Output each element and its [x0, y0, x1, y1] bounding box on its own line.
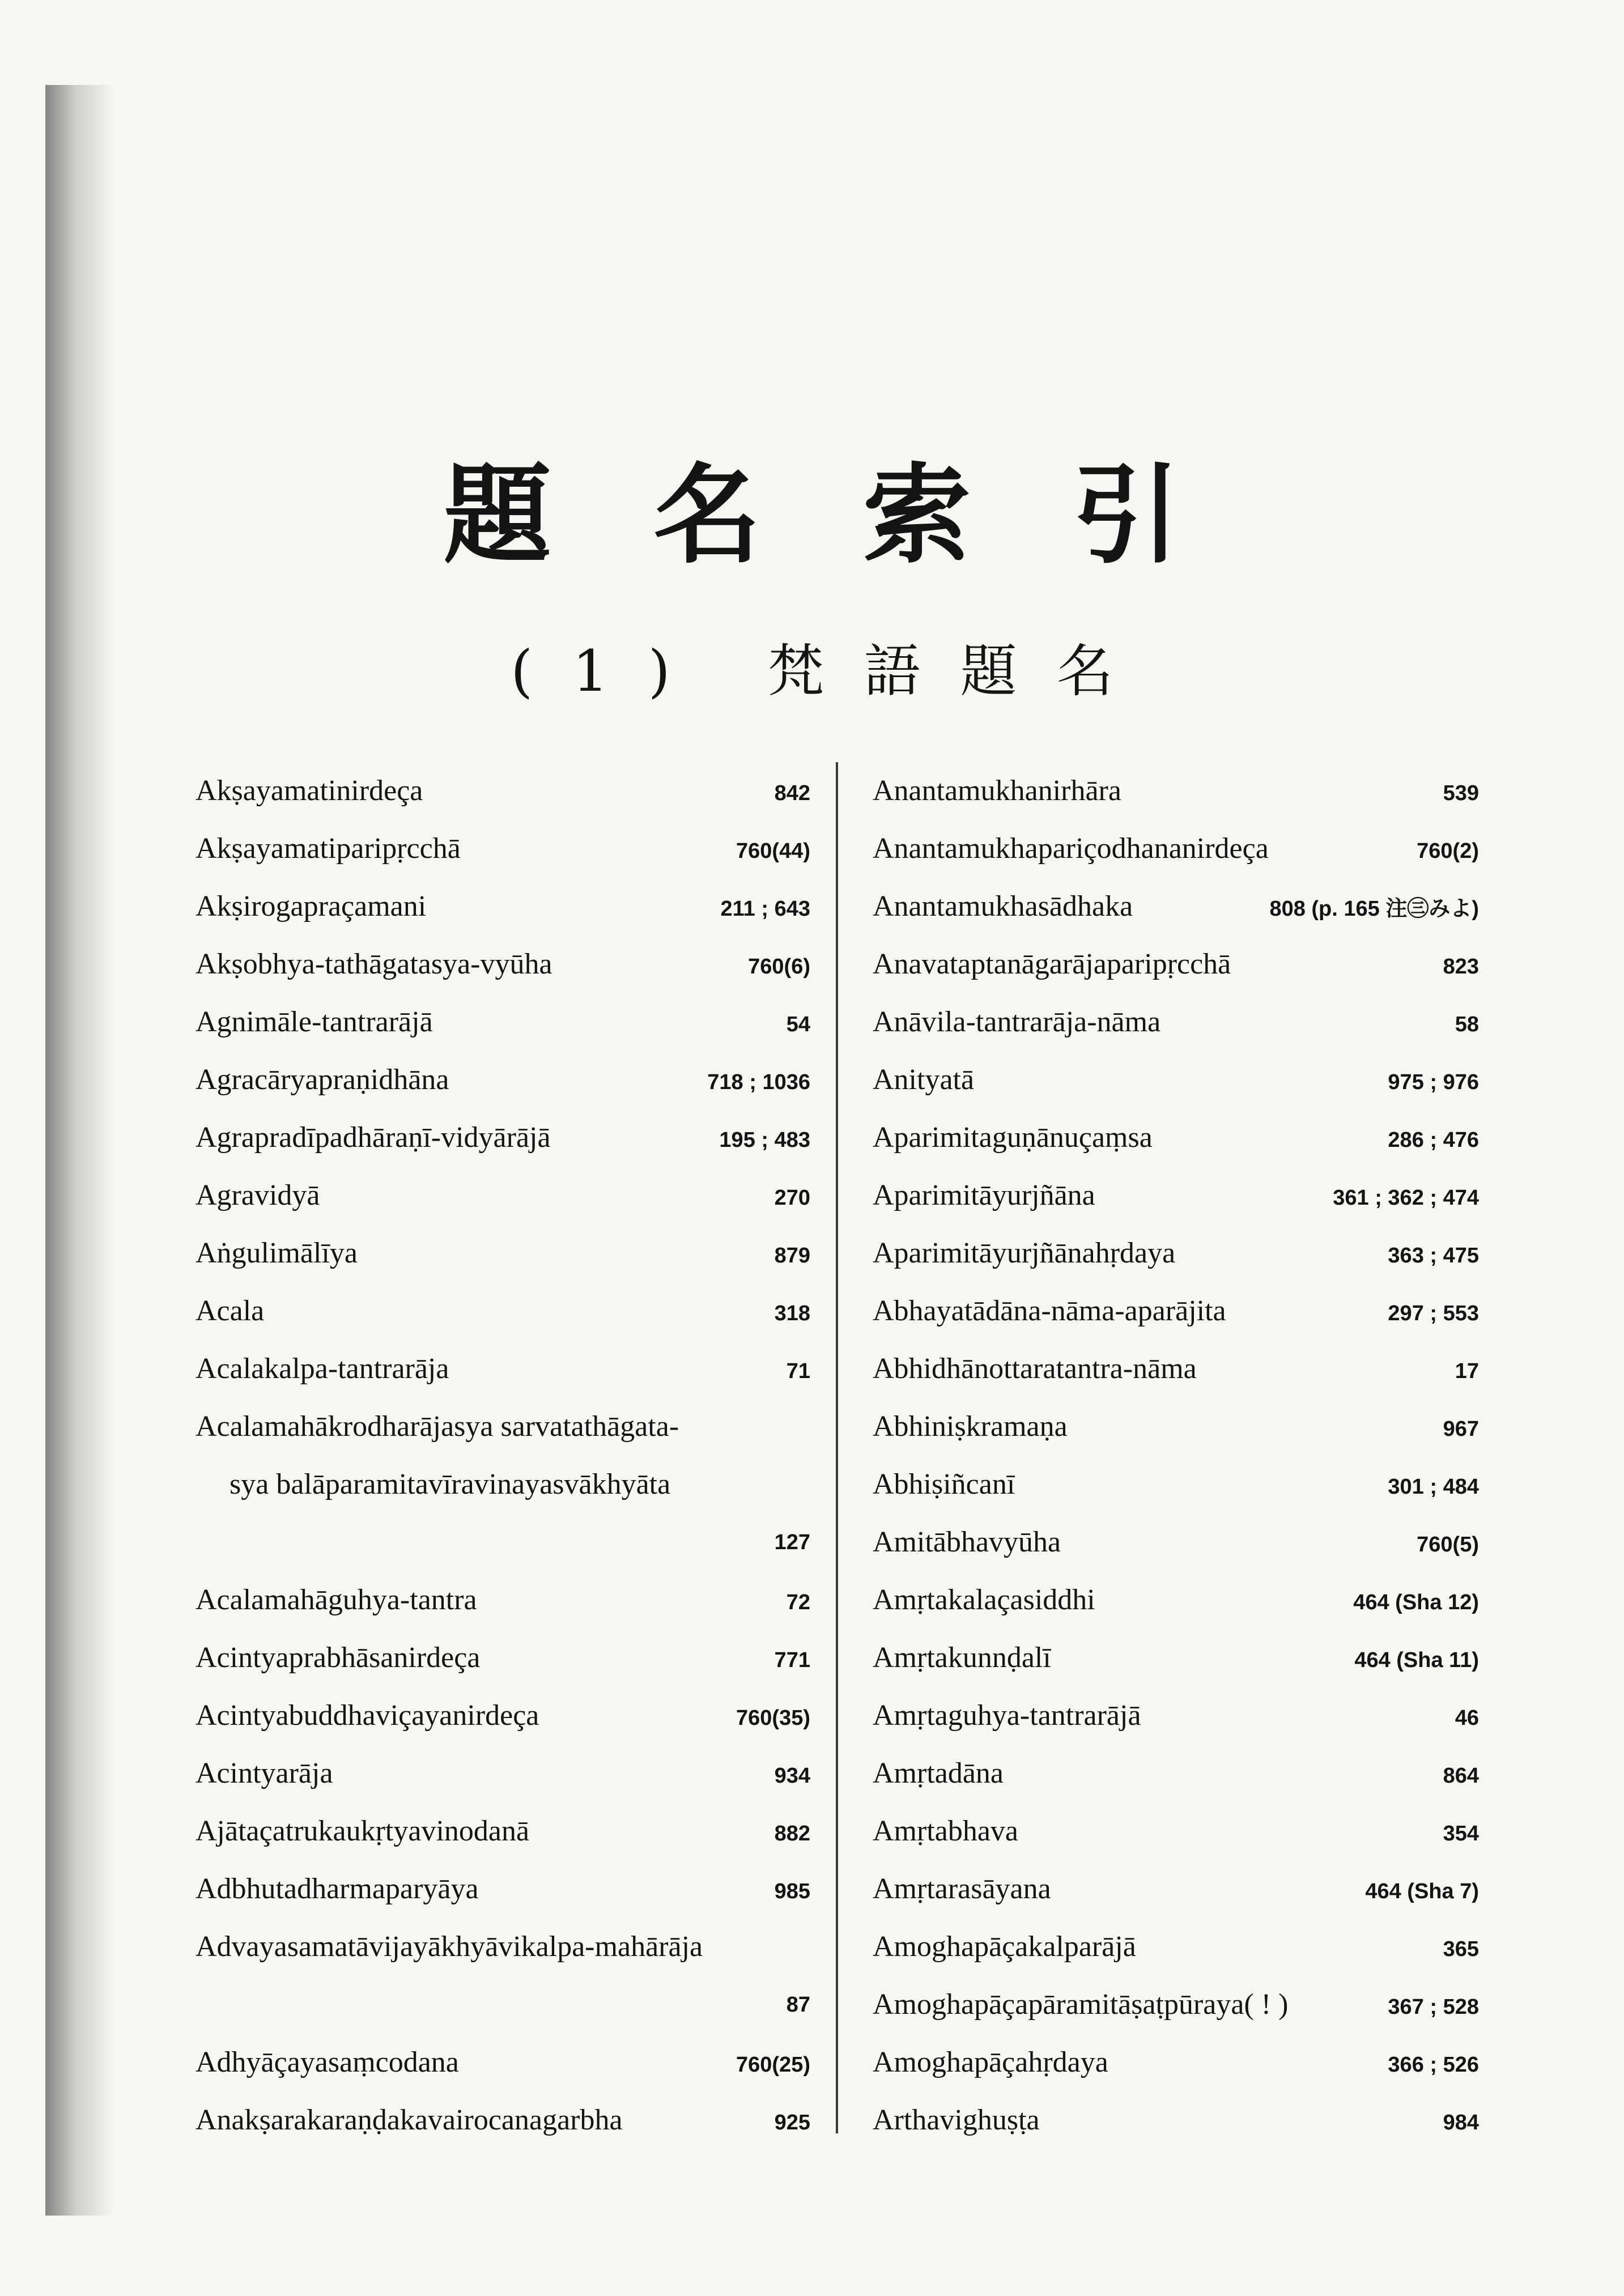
entry-reference: 318	[774, 1302, 810, 1325]
index-entry	[873, 2034, 1479, 2091]
entry-reference: 365	[1443, 1937, 1479, 1961]
entry-reference: 760(5)	[1417, 1533, 1479, 1557]
entry-title: Aṅgulimālīya	[195, 1237, 358, 1269]
entry-reference: 882	[774, 1822, 810, 1846]
index-entry	[873, 1456, 1479, 1513]
index-entry	[873, 762, 1479, 820]
entry-title: Amṛtarasāyana	[873, 1873, 1051, 1905]
entry-reference: 301 ; 484	[1388, 1475, 1479, 1499]
entry-title: Arthavighuṣṭa	[873, 2104, 1040, 2136]
entry-title: Anityatā	[873, 1064, 975, 1096]
entry-title: Akṣayamatiparipṛcchā	[195, 832, 461, 865]
entry-reference: 760(35)	[736, 1706, 810, 1730]
entry-reference: 17	[1455, 1359, 1479, 1383]
entry-title: sya balāparamitavīravinayasvākhyāta	[229, 1468, 671, 1500]
index-entry	[873, 1976, 1479, 2034]
index-entry	[873, 1513, 1479, 1571]
entry-reference: 367 ; 528	[1388, 1995, 1479, 2019]
entry-title: Anāvila-tantrarāja-nāma	[873, 1006, 1161, 1038]
index-entry	[873, 1802, 1479, 1860]
index-entry	[873, 2091, 1479, 2149]
index-entry	[195, 1687, 810, 1745]
entry-title: Agracāryapraṇidhāna	[195, 1064, 449, 1096]
entry-title: Amoghapāçahṛdaya	[873, 2046, 1108, 2078]
entry-reference: 366 ; 526	[1388, 2053, 1479, 2077]
index-entry	[195, 1629, 810, 1687]
entry-title: Anantamukhanirhāra	[873, 775, 1121, 807]
entry-reference: 760(44)	[736, 839, 810, 863]
entry-title: Acalamahāguhya-tantra	[195, 1584, 477, 1616]
index-entry	[873, 1051, 1479, 1109]
index-entry	[873, 993, 1479, 1051]
entry-reference: 72	[786, 1591, 810, 1614]
entry-reference: 71	[786, 1359, 810, 1383]
entry-reference: 286 ; 476	[1388, 1128, 1479, 1152]
entry-reference: 211 ; 643	[720, 897, 810, 921]
index-entry	[195, 1167, 810, 1224]
index-entry	[195, 2034, 810, 2091]
entry-title: Amṛtakunnḍalī	[873, 1642, 1051, 1674]
entry-reference: 361 ; 362 ; 474	[1333, 1186, 1479, 1210]
index-entry	[195, 762, 810, 820]
entry-reference: 464 (Sha 12)	[1353, 1591, 1479, 1614]
entry-title: Acalakalpa-tantrarāja	[195, 1353, 449, 1385]
entry-reference: 823	[1443, 955, 1479, 979]
entry-title: Advayasamatāvijayākhyāvikalpa-mahārāja	[195, 1931, 703, 1963]
entry-reference: 879	[774, 1244, 810, 1268]
index-entry	[195, 936, 810, 993]
index-entry	[873, 1109, 1479, 1167]
entry-reference: 864	[1443, 1764, 1479, 1788]
entry-title: Akṣobhya-tathāgatasya-vyūha	[195, 948, 552, 980]
index-entry	[195, 1802, 810, 1860]
entry-reference: 464 (Sha 7)	[1365, 1880, 1479, 1903]
entry-title: Adbhutadharmaparyāya	[195, 1873, 479, 1905]
index-entry	[873, 820, 1479, 878]
index-entry	[195, 1398, 810, 1456]
index-entry	[195, 1976, 810, 2034]
entry-title: Abhidhānottaratantra-nāma	[873, 1353, 1197, 1385]
entry-title: Anantamukhapariçodhananirdeça	[873, 832, 1269, 865]
entry-title: Acintyarāja	[195, 1757, 333, 1789]
index-entry	[195, 878, 810, 936]
entry-title: Aparimitaguṇānuçaṃsa	[873, 1121, 1153, 1154]
entry-reference: 925	[774, 2111, 810, 2135]
entry-title: Anavataptanāgarājaparipṛcchā	[873, 948, 1231, 980]
entry-reference: 984	[1443, 2111, 1479, 2135]
entry-title: Amṛtakalaçasiddhi	[873, 1584, 1095, 1616]
entry-title: Acala	[195, 1295, 265, 1327]
entry-reference: 363 ; 475	[1388, 1244, 1479, 1268]
entry-title: Akṣirogapraçamani	[195, 890, 427, 922]
index-entry	[873, 1687, 1479, 1745]
entry-reference: 760(2)	[1417, 839, 1479, 863]
entry-reference: 842	[774, 781, 810, 805]
column-divider	[836, 762, 838, 2133]
entry-title: Agravidyā	[195, 1179, 320, 1211]
entry-title: Abhiṣiñcanī	[873, 1468, 1015, 1500]
index-entry	[195, 1456, 810, 1513]
index-entry	[873, 1167, 1479, 1224]
entry-title: Ajātaçatrukaukṛtyavinodanā	[195, 1815, 530, 1847]
entry-reference: 297 ; 553	[1388, 1302, 1479, 1325]
entry-reference: 718 ; 1036	[707, 1070, 810, 1094]
entry-title: Anakṣarakaraṇḍakavairocanagarbha	[195, 2104, 623, 2136]
entry-title: Acintyabuddhaviçayanirdeça	[195, 1699, 539, 1732]
index-entry	[195, 1282, 810, 1340]
entry-reference: 354	[1443, 1822, 1479, 1846]
index-entry	[195, 1340, 810, 1398]
index-entry	[195, 1513, 810, 1571]
entry-reference: 539	[1443, 781, 1479, 805]
index-entry	[195, 993, 810, 1051]
entry-title: Amṛtabhava	[873, 1815, 1019, 1847]
scan-edge-shadow	[45, 85, 113, 2216]
entry-title: Amoghapāçakalparājā	[873, 1931, 1136, 1963]
entry-title: Amoghapāçapāramitāṣaṭpūraya( ! )	[873, 1988, 1289, 2021]
entry-reference: 270	[774, 1186, 810, 1210]
index-entry	[195, 1860, 810, 1918]
index-entry	[873, 1745, 1479, 1802]
index-entry	[195, 1745, 810, 1802]
entry-title: Amṛtadāna	[873, 1757, 1004, 1789]
entry-reference: 87	[786, 1993, 810, 2017]
index-entry	[195, 820, 810, 878]
entry-title: Amitābhavyūha	[873, 1526, 1061, 1558]
entry-title: Acintyaprabhāsanirdeça	[195, 1642, 481, 1674]
entry-reference: 808 (p. 165 注㊂みよ)	[1269, 897, 1479, 921]
index-entry	[195, 1051, 810, 1109]
entry-reference: 934	[774, 1764, 810, 1788]
index-entry	[873, 1340, 1479, 1398]
entry-reference: 967	[1443, 1417, 1479, 1441]
entry-title: Amṛtaguhya-tantrarājā	[873, 1699, 1141, 1732]
index-entry	[195, 1109, 810, 1167]
entry-reference: 760(25)	[736, 2053, 810, 2077]
index-entry	[873, 1282, 1479, 1340]
index-entry	[873, 936, 1479, 993]
entry-title: Anantamukhasādhaka	[873, 890, 1133, 922]
entry-reference: 54	[786, 1013, 810, 1036]
entry-reference: 46	[1455, 1706, 1479, 1730]
index-column-left	[195, 762, 810, 2149]
index-entry	[873, 1860, 1479, 1918]
index-entry	[873, 1918, 1479, 1976]
index-entry	[873, 1398, 1479, 1456]
index-entry	[195, 1571, 810, 1629]
entry-title: Agrapradīpadhāraṇī-vidyārājā	[195, 1121, 551, 1154]
index-entry	[873, 1571, 1479, 1629]
index-entry	[195, 2091, 810, 2149]
section-subtitle: (1) 梵語題名	[511, 638, 1153, 704]
entry-title: Abhiniṣkramaṇa	[873, 1410, 1068, 1443]
entry-reference: 195 ; 483	[719, 1128, 810, 1152]
entry-reference: 464 (Sha 11)	[1354, 1648, 1479, 1672]
entry-title: Agnimāle-tantrarājā	[195, 1006, 433, 1038]
entry-reference: 127	[774, 1530, 810, 1554]
index-entry	[195, 1918, 810, 1976]
entry-reference: 58	[1455, 1013, 1479, 1036]
index-entry	[195, 1224, 810, 1282]
index-column-right	[873, 762, 1479, 2149]
entry-title: Aparimitāyurjñānahṛdaya	[873, 1237, 1176, 1269]
entry-reference: 975 ; 976	[1388, 1070, 1479, 1094]
index-entry	[873, 878, 1479, 936]
entry-title: Aparimitāyurjñāna	[873, 1179, 1095, 1211]
entry-reference: 985	[774, 1880, 810, 1903]
entry-title: Acalamahākrodharājasya sarvatathāgata-	[195, 1410, 679, 1443]
entry-title: Abhayatādāna-nāma-aparājita	[873, 1295, 1226, 1327]
entry-title: Akṣayamatinirdeça	[195, 775, 423, 807]
entry-reference: 771	[774, 1648, 810, 1672]
index-entry	[873, 1224, 1479, 1282]
entry-reference: 760(6)	[748, 955, 810, 979]
page-title: 題名索引	[443, 453, 1282, 578]
entry-title: Adhyāçayasaṃcodana	[195, 2046, 459, 2078]
index-entry	[873, 1629, 1479, 1687]
